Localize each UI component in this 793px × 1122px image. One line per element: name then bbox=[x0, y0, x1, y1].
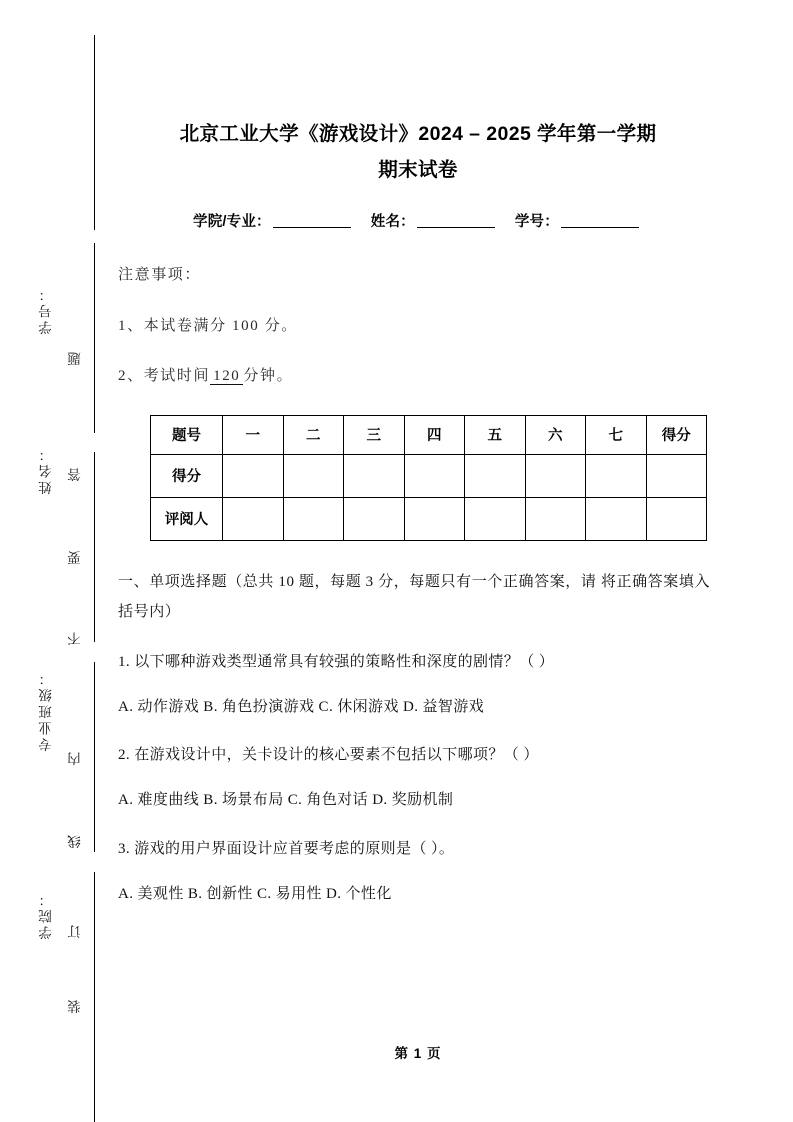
margin-seal-char-ding: 订 bbox=[68, 925, 83, 939]
margin-label-student-id bbox=[34, 255, 60, 365]
margin-label-name-text: 姓名： bbox=[39, 445, 54, 495]
grader-cell[interactable] bbox=[465, 497, 526, 540]
notice-item-2-text-after: 分钟。 bbox=[243, 368, 294, 384]
exam-duration-value[interactable]: 120 bbox=[210, 368, 243, 385]
section-heading-multiple-choice bbox=[118, 567, 718, 627]
score-cell[interactable] bbox=[283, 454, 344, 497]
margin-seal-char-da: 答 bbox=[68, 468, 83, 482]
section-heading-line-2: 将正确答案填入括号内） bbox=[118, 573, 711, 620]
college-major-label: 学院/专业： bbox=[193, 214, 271, 230]
grader-cell[interactable] bbox=[283, 497, 344, 540]
table-row-score bbox=[151, 454, 707, 497]
margin-label-college bbox=[34, 860, 60, 970]
exam-paper-body bbox=[118, 0, 718, 907]
score-table-col-1: 一 bbox=[223, 415, 284, 454]
margin-seal-char-zhuang: 装 bbox=[68, 1000, 83, 1014]
margin-label-class-text: 专业班级： bbox=[39, 668, 54, 752]
margin-seal-char-nei: 内 bbox=[68, 752, 83, 766]
score-cell[interactable] bbox=[465, 454, 526, 497]
fold-line-segment bbox=[94, 35, 95, 230]
section-heading-line-1: 一、单项选择题（总共 10 题，每题 3 分，每题只有一个正确答案，请 bbox=[118, 573, 597, 590]
grader-cell[interactable] bbox=[223, 497, 284, 540]
score-cell[interactable] bbox=[404, 454, 465, 497]
page-title-line-2: 期末试卷 bbox=[378, 159, 458, 181]
notice-item-2-text-before: 2、考试时间 bbox=[118, 368, 211, 384]
student-info-line bbox=[118, 210, 718, 231]
student-id-input[interactable] bbox=[561, 227, 639, 228]
page-title-line-1: 北京工业大学《游戏设计》2024 – 2025 学年第一学期 bbox=[179, 123, 657, 145]
page-footer: 第 1 页 bbox=[394, 1046, 442, 1061]
margin-label-class bbox=[34, 640, 60, 780]
grader-cell[interactable] bbox=[344, 497, 405, 540]
binding-margin bbox=[0, 0, 110, 1122]
question-options[interactable]: A. 难度曲线 B. 场景布局 C. 角色对话 D. 奖励机制 bbox=[118, 792, 454, 809]
grader-cell[interactable] bbox=[525, 497, 586, 540]
question-stem: 3. 游戏的用户界面设计应首要考虑的原则是（ ）。 bbox=[118, 840, 455, 857]
question-stem: 2. 在游戏设计中，关卡设计的核心要素不包括以下哪项？（ ） bbox=[118, 747, 539, 763]
student-id-label: 学号： bbox=[514, 214, 559, 230]
grader-cell[interactable] bbox=[404, 497, 465, 540]
college-major-input[interactable] bbox=[273, 227, 351, 228]
score-cell[interactable] bbox=[646, 454, 707, 497]
fold-line-segment bbox=[94, 243, 95, 433]
margin-label-college-text: 学院： bbox=[39, 890, 54, 940]
score-table-col-8: 得分 bbox=[646, 415, 707, 454]
fold-line-segment bbox=[94, 452, 95, 642]
score-table bbox=[150, 415, 707, 541]
table-row-grader bbox=[151, 497, 707, 540]
grader-cell[interactable] bbox=[646, 497, 707, 540]
score-table-col-7: 七 bbox=[586, 415, 647, 454]
fold-line-segment bbox=[94, 662, 95, 852]
score-table-col-3: 三 bbox=[344, 415, 405, 454]
name-input[interactable] bbox=[417, 227, 495, 228]
grader-row-label: 评阅人 bbox=[151, 497, 223, 540]
question-options[interactable]: A. 美观性 B. 创新性 C. 易用性 D. 个性化 bbox=[118, 885, 392, 902]
margin-seal-char-yao: 要 bbox=[68, 551, 83, 565]
score-table-col-5: 五 bbox=[465, 415, 526, 454]
score-cell[interactable] bbox=[586, 454, 647, 497]
fold-line-segment bbox=[94, 872, 95, 1122]
score-table-col-2: 二 bbox=[283, 415, 344, 454]
table-row-header bbox=[151, 415, 707, 454]
score-cell[interactable] bbox=[223, 454, 284, 497]
notice-item-1 bbox=[118, 312, 718, 341]
notice-item-1-text: 1、本试卷满分 100 分。 bbox=[118, 317, 298, 334]
score-table-col-0: 题号 bbox=[151, 415, 223, 454]
score-table-col-6: 六 bbox=[525, 415, 586, 454]
margin-seal-char-xian: 线 bbox=[68, 835, 83, 849]
score-table-col-4: 四 bbox=[404, 415, 465, 454]
notice-heading: 注意事项： bbox=[118, 267, 202, 283]
name-label: 姓名： bbox=[370, 214, 415, 230]
score-cell[interactable] bbox=[344, 454, 405, 497]
margin-label-student-id-text: 学号： bbox=[39, 285, 54, 335]
notice-item-2 bbox=[118, 362, 718, 391]
score-cell[interactable] bbox=[525, 454, 586, 497]
question-options[interactable]: A. 动作游戏 B. 角色扮演游戏 C. 休闲游戏 D. 益智游戏 bbox=[118, 698, 485, 715]
grader-cell[interactable] bbox=[586, 497, 647, 540]
page-title bbox=[118, 0, 718, 188]
question-stem: 1. 以下哪种游戏类型通常具有较强的策略性和深度的剧情？（ ） bbox=[118, 653, 555, 670]
margin-seal-char-bu: 不 bbox=[68, 632, 83, 646]
score-row-label: 得分 bbox=[151, 454, 223, 497]
margin-seal-char-ti: 题 bbox=[68, 352, 83, 366]
margin-label-name bbox=[34, 415, 60, 525]
